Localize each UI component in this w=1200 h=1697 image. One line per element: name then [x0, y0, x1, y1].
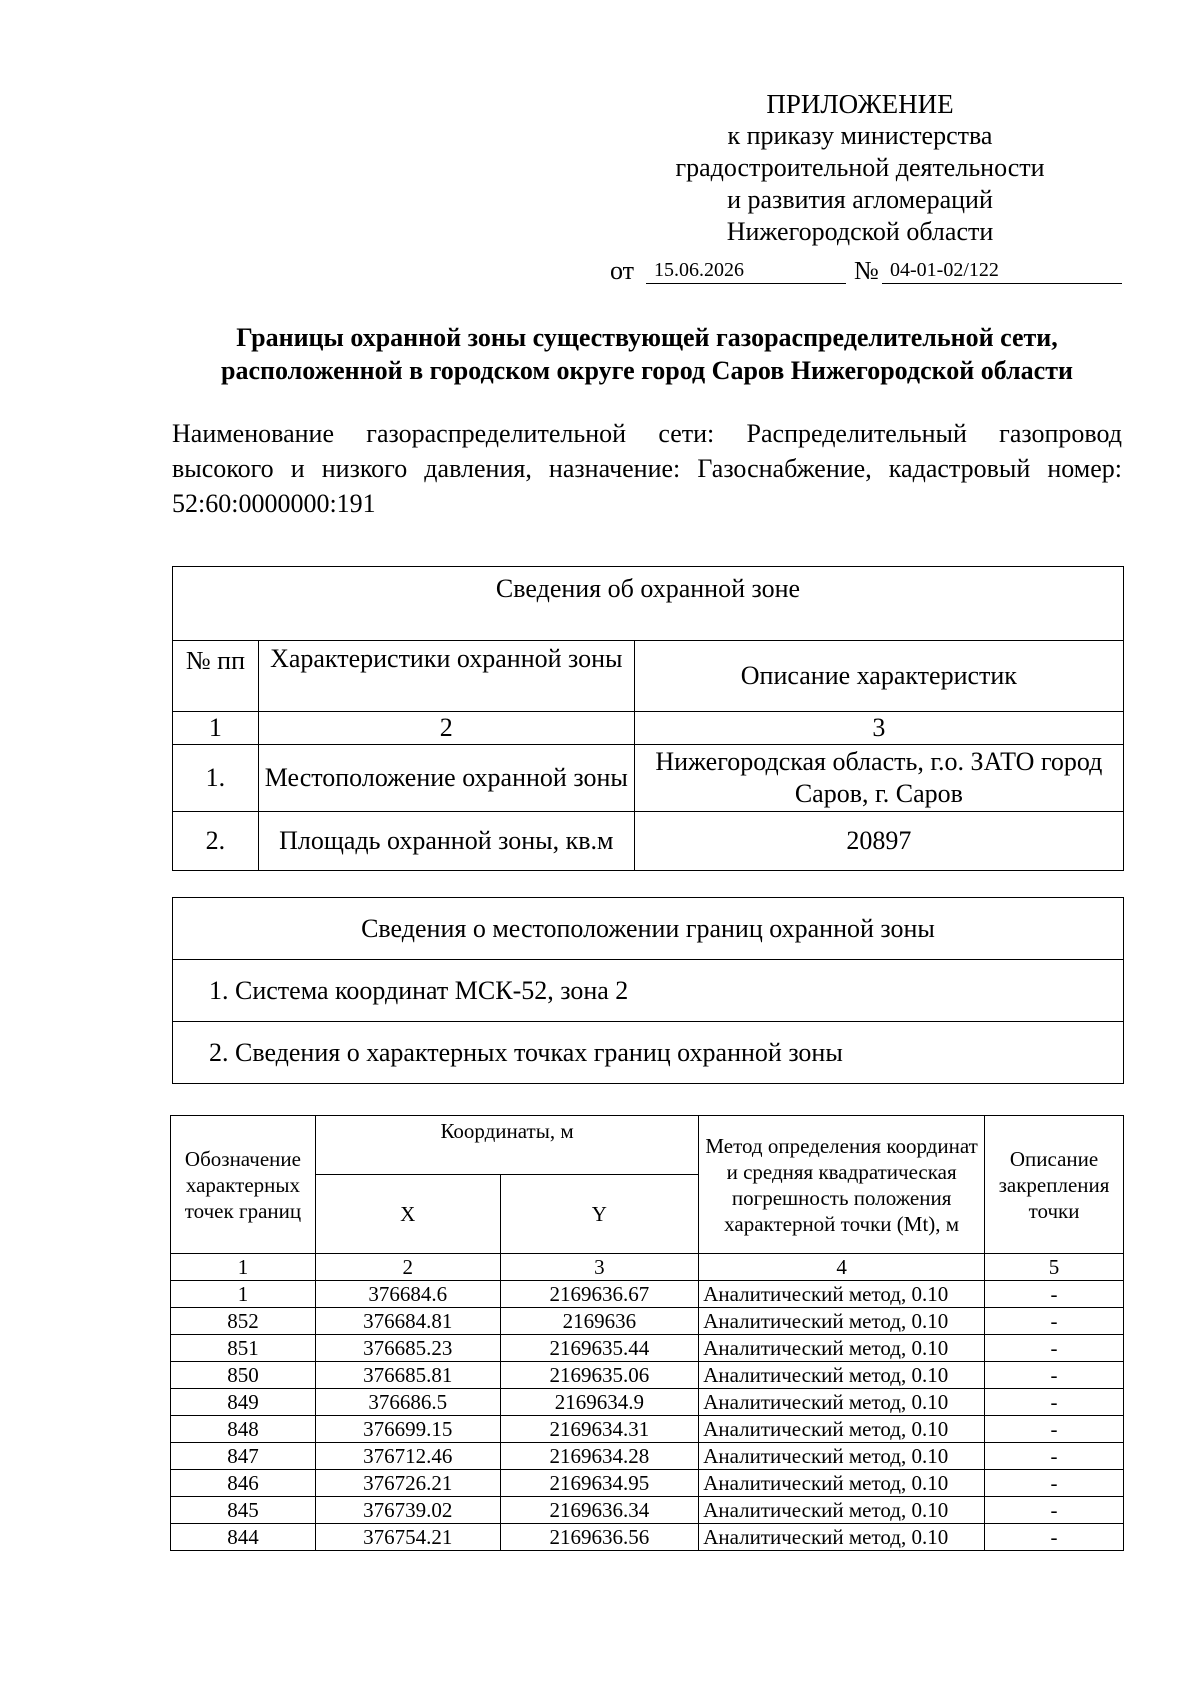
fixing-cell: - [985, 1416, 1124, 1443]
table-row [171, 1497, 1124, 1524]
col-header-x: X [315, 1175, 500, 1254]
order-number: 04-01-02/122 [882, 257, 1122, 284]
table-row [171, 1389, 1124, 1416]
point-id-cell: 1 [171, 1281, 316, 1308]
y-coordinate-cell: 2169636.56 [500, 1524, 699, 1551]
network-description: Наименование газораспределительной сети: Распределительный газопровод высокого и низкого давления, назначение: Газоснабжение, кадастровый номер: 52:60:0000000:191 [172, 419, 1122, 518]
y-coordinate-cell: 2169636 [500, 1308, 699, 1335]
location-info-header: Сведения о местоположении границ охранной зоны [173, 898, 1124, 960]
table-row [171, 1362, 1124, 1389]
fixing-cell: - [985, 1335, 1124, 1362]
order-reference [610, 252, 1122, 292]
location-info-table [172, 897, 1124, 1084]
row-characteristic: Площадь охранной зоны, кв.м [258, 812, 634, 871]
y-coordinate-cell: 2169636.34 [500, 1497, 699, 1524]
col-header-characteristics: Характеристики охранной зоны [258, 641, 634, 712]
point-id-cell: 851 [171, 1335, 316, 1362]
y-coordinate-cell: 2169635.06 [500, 1362, 699, 1389]
title-line-2: расположенной в городском округе город Саров Нижегородской области [221, 356, 1073, 385]
col-number-5: 5 [985, 1254, 1124, 1281]
order-date-label: от [610, 256, 635, 285]
y-coordinate-cell: 2169634.9 [500, 1389, 699, 1416]
point-id-cell: 846 [171, 1470, 316, 1497]
point-id-cell: 848 [171, 1416, 316, 1443]
x-coordinate-cell: 376686.5 [315, 1389, 500, 1416]
row-characteristic: Местоположение охранной зоны [258, 745, 634, 812]
method-cell: Аналитический метод, 0.10 [699, 1524, 985, 1551]
order-date: 15.06.2026 [646, 257, 846, 284]
points-table [170, 1115, 1124, 1551]
point-id-cell: 849 [171, 1389, 316, 1416]
appendix-block [620, 88, 1100, 248]
col-header-method: Метод определения координат и средняя квадратическая погрешность положения характерной точки (Mt), м [699, 1116, 985, 1254]
zone-info-header: Сведения об охранной зоне [173, 567, 1124, 641]
col-number-3: 3 [634, 712, 1123, 745]
fixing-cell: - [985, 1470, 1124, 1497]
x-coordinate-cell: 376739.02 [315, 1497, 500, 1524]
fixing-cell: - [985, 1281, 1124, 1308]
point-id-cell: 852 [171, 1308, 316, 1335]
document-title [172, 321, 1122, 387]
x-coordinate-cell: 376685.81 [315, 1362, 500, 1389]
col-header-fixing: Описание закрепления точки [985, 1116, 1124, 1254]
appendix-line-4: Нижегородской области [726, 217, 994, 246]
coordinate-system: 1. Система координат МСК-52, зона 2 [173, 960, 1124, 1022]
method-cell: Аналитический метод, 0.10 [699, 1308, 985, 1335]
appendix-line-1: к приказу министерства [727, 121, 993, 150]
x-coordinate-cell: 376726.21 [315, 1470, 500, 1497]
fixing-cell: - [985, 1524, 1124, 1551]
col-number-1: 1 [173, 712, 259, 745]
y-coordinate-cell: 2169634.28 [500, 1443, 699, 1470]
point-id-cell: 847 [171, 1443, 316, 1470]
method-cell: Аналитический метод, 0.10 [699, 1335, 985, 1362]
appendix-line-2: градостроительной деятельности [675, 153, 1045, 182]
appendix-line-3: и развития агломераций [727, 185, 993, 214]
row-no: 1. [173, 745, 259, 812]
method-cell: Аналитический метод, 0.10 [699, 1362, 985, 1389]
table-row [171, 1443, 1124, 1470]
table-row [173, 745, 1124, 812]
col-header-point: Обозначение характерных точек границ [171, 1116, 316, 1254]
title-line-1: Границы охранной зоны существующей газораспределительной сети, [236, 323, 1058, 352]
col-header-no: № пп [173, 641, 259, 712]
row-no: 2. [173, 812, 259, 871]
appendix-heading: ПРИЛОЖЕНИЕ [766, 89, 954, 119]
table-row [171, 1335, 1124, 1362]
fixing-cell: - [985, 1443, 1124, 1470]
col-header-y: Y [500, 1175, 699, 1254]
col-number-2: 2 [258, 712, 634, 745]
table-row [171, 1416, 1124, 1443]
x-coordinate-cell: 376685.23 [315, 1335, 500, 1362]
y-coordinate-cell: 2169634.95 [500, 1470, 699, 1497]
y-coordinate-cell: 2169635.44 [500, 1335, 699, 1362]
col-number-3: 3 [500, 1254, 699, 1281]
col-number-1: 1 [171, 1254, 316, 1281]
fixing-cell: - [985, 1389, 1124, 1416]
table-row [171, 1308, 1124, 1335]
fixing-cell: - [985, 1308, 1124, 1335]
method-cell: Аналитический метод, 0.10 [699, 1389, 985, 1416]
y-coordinate-cell: 2169636.67 [500, 1281, 699, 1308]
x-coordinate-cell: 376754.21 [315, 1524, 500, 1551]
row-description: 20897 [634, 812, 1123, 871]
fixing-cell: - [985, 1362, 1124, 1389]
row-description: Нижегородская область, г.о. ЗАТО город Саров, г. Саров [634, 745, 1123, 812]
method-cell: Аналитический метод, 0.10 [699, 1281, 985, 1308]
col-header-description: Описание характеристик [634, 641, 1123, 712]
method-cell: Аналитический метод, 0.10 [699, 1470, 985, 1497]
points-info-caption: 2. Сведения о характерных точках границ охранной зоны [173, 1022, 1124, 1084]
table-row [171, 1524, 1124, 1551]
fixing-cell: - [985, 1497, 1124, 1524]
x-coordinate-cell: 376699.15 [315, 1416, 500, 1443]
table-row [171, 1281, 1124, 1308]
table-row [171, 1470, 1124, 1497]
method-cell: Аналитический метод, 0.10 [699, 1416, 985, 1443]
method-cell: Аналитический метод, 0.10 [699, 1443, 985, 1470]
point-id-cell: 844 [171, 1524, 316, 1551]
method-cell: Аналитический метод, 0.10 [699, 1497, 985, 1524]
point-id-cell: 845 [171, 1497, 316, 1524]
col-number-4: 4 [699, 1254, 985, 1281]
x-coordinate-cell: 376684.6 [315, 1281, 500, 1308]
x-coordinate-cell: 376712.46 [315, 1443, 500, 1470]
zone-info-table [172, 566, 1124, 871]
col-header-coordinates: Координаты, м [315, 1116, 698, 1175]
x-coordinate-cell: 376684.81 [315, 1308, 500, 1335]
col-number-2: 2 [315, 1254, 500, 1281]
table-row [173, 812, 1124, 871]
point-id-cell: 850 [171, 1362, 316, 1389]
y-coordinate-cell: 2169634.31 [500, 1416, 699, 1443]
order-number-label: № [854, 256, 879, 285]
